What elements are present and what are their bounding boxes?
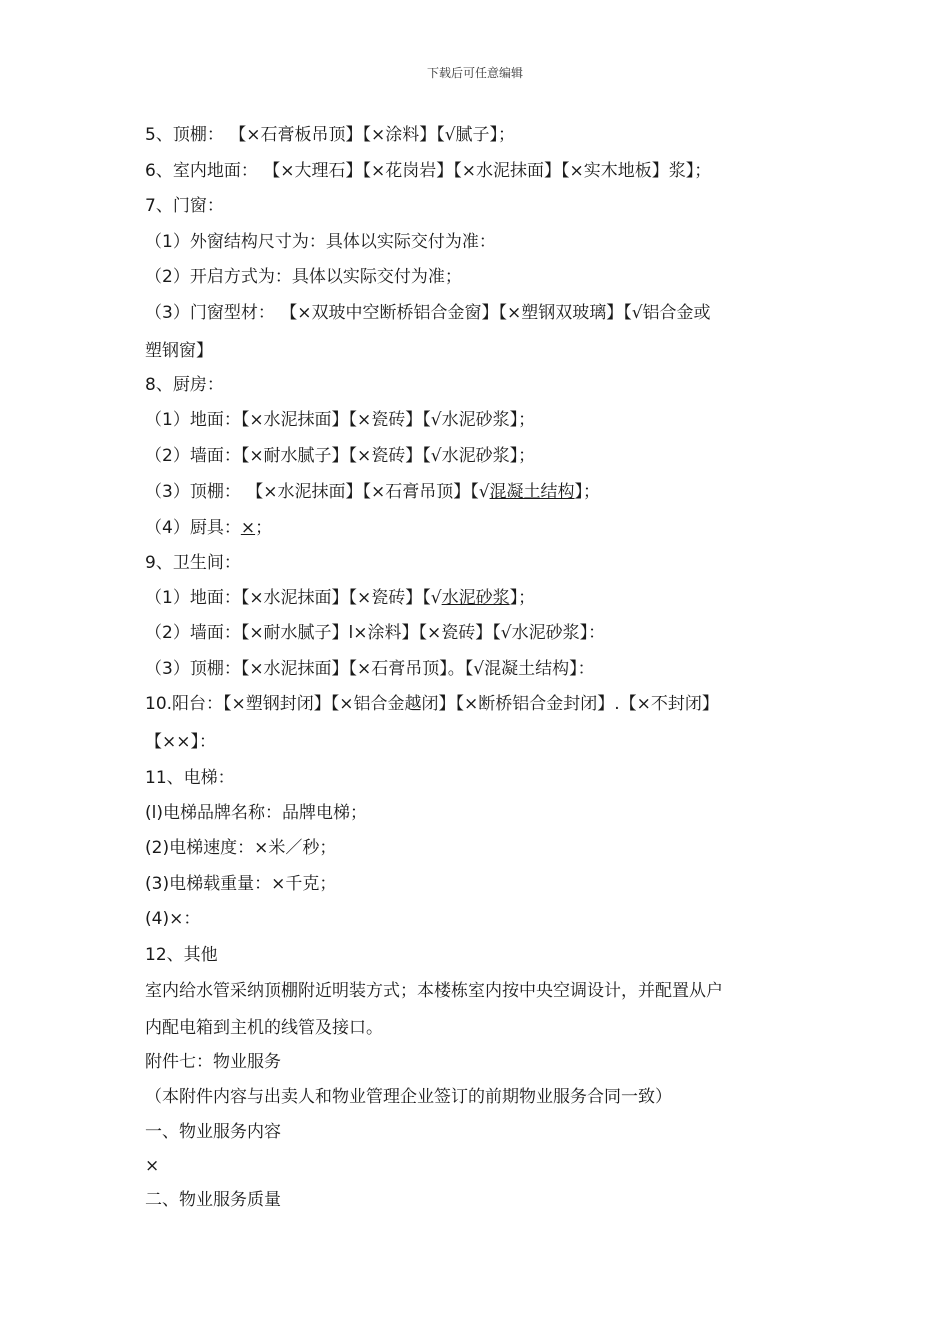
line-10: 10.阳台：【×塑钢封闭】【×铝合金越闭】【×断桥铝合金封闭】.【×不封闭】: [145, 694, 719, 714]
line-12-body-cont: 内配电箱到主机的线管及接口。: [145, 1018, 383, 1038]
section-1-heading: 一、物业服务内容: [145, 1122, 281, 1142]
line-7: 7、门窗：: [145, 196, 224, 216]
line-5: 5、顶棚： 【×石膏板吊顶】【×涂料】【√腻子】；: [145, 125, 516, 145]
line-9: 9、卫生间：: [145, 553, 241, 573]
section-1-value: ×: [145, 1156, 160, 1176]
line-8-2: （2）墙面：【×耐水腻子】【×瓷砖】【√水泥砂浆】；: [145, 446, 536, 466]
line-12: 12、其他: [145, 945, 218, 965]
line-8-4-pre: （4）厨具：: [145, 518, 241, 538]
line-11: 11、电梯：: [145, 768, 235, 788]
line-11-4: (4)×：: [145, 909, 201, 929]
line-6: 6、室内地面： 【×大理石】【×花岗岩】【×水泥抹面】【×实木地板】浆】；: [145, 161, 712, 181]
line-9-1: [145, 587, 535, 609]
line-8-3: [145, 481, 600, 503]
line-9-2: （2）墙面：【×耐水腻子】l×涂料】【×瓷砖】【√水泥砂浆】：: [145, 623, 606, 643]
line-10-cont: 【××】：: [145, 732, 216, 752]
line-8-4: [145, 517, 272, 539]
appendix-7-title: 附件七：物业服务: [145, 1052, 281, 1072]
line-8-3-underlined: 混凝土结构: [489, 482, 575, 502]
page-header: 下载后可任意编辑: [426, 66, 523, 80]
appendix-7-note: （本附件内容与出卖人和物业管理企业签订的前期物业服务合同一致）: [145, 1087, 672, 1107]
line-9-1-pre: （1）地面：【×水泥抹面】【×瓷砖】【√: [145, 588, 442, 608]
line-11-2: (2)电梯速度：×米／秒；: [145, 838, 337, 858]
line-9-3: （3）顶棚：【×水泥抹面】【×石膏吊顶】。【√混凝土结构】：: [145, 659, 595, 679]
line-8-3-post: 】；: [574, 482, 601, 502]
line-11-1: (l)电梯品牌名称：品牌电梯；: [145, 803, 367, 823]
line-9-1-underlined: 水泥砂浆: [441, 588, 510, 608]
line-12-body: 室内给水管采纳顶棚附近明装方式；本楼栋室内按中央空调设计，并配置从户: [145, 981, 723, 1001]
line-8-1: （1）地面：【×水泥抹面】【×瓷砖】【√水泥砂浆】；: [145, 410, 536, 430]
line-8-4-underlined: ×: [240, 518, 256, 538]
line-7-1: （1）外窗结构尺寸为：具体以实际交付为准：: [145, 232, 496, 252]
line-11-3: (3)电梯载重量：×千克；: [145, 874, 337, 894]
line-8-3-pre: （3）顶棚： 【×水泥抹面】【×石膏吊顶】【√: [145, 482, 490, 502]
line-7-2: （2）开启方式为：具体以实际交付为准；: [145, 267, 462, 287]
line-7-3: （3）门窗型材： 【×双玻中空断桥铝合金窗】【×塑钢双玻璃】【√铝合金或: [145, 303, 711, 323]
line-7-3-cont: 塑钢窗】: [145, 341, 213, 361]
line-8-4-post: ；: [255, 518, 273, 538]
line-8: 8、厨房：: [145, 375, 224, 395]
line-9-1-post: 】；: [509, 588, 536, 608]
section-2-heading: 二、物业服务质量: [145, 1190, 281, 1210]
